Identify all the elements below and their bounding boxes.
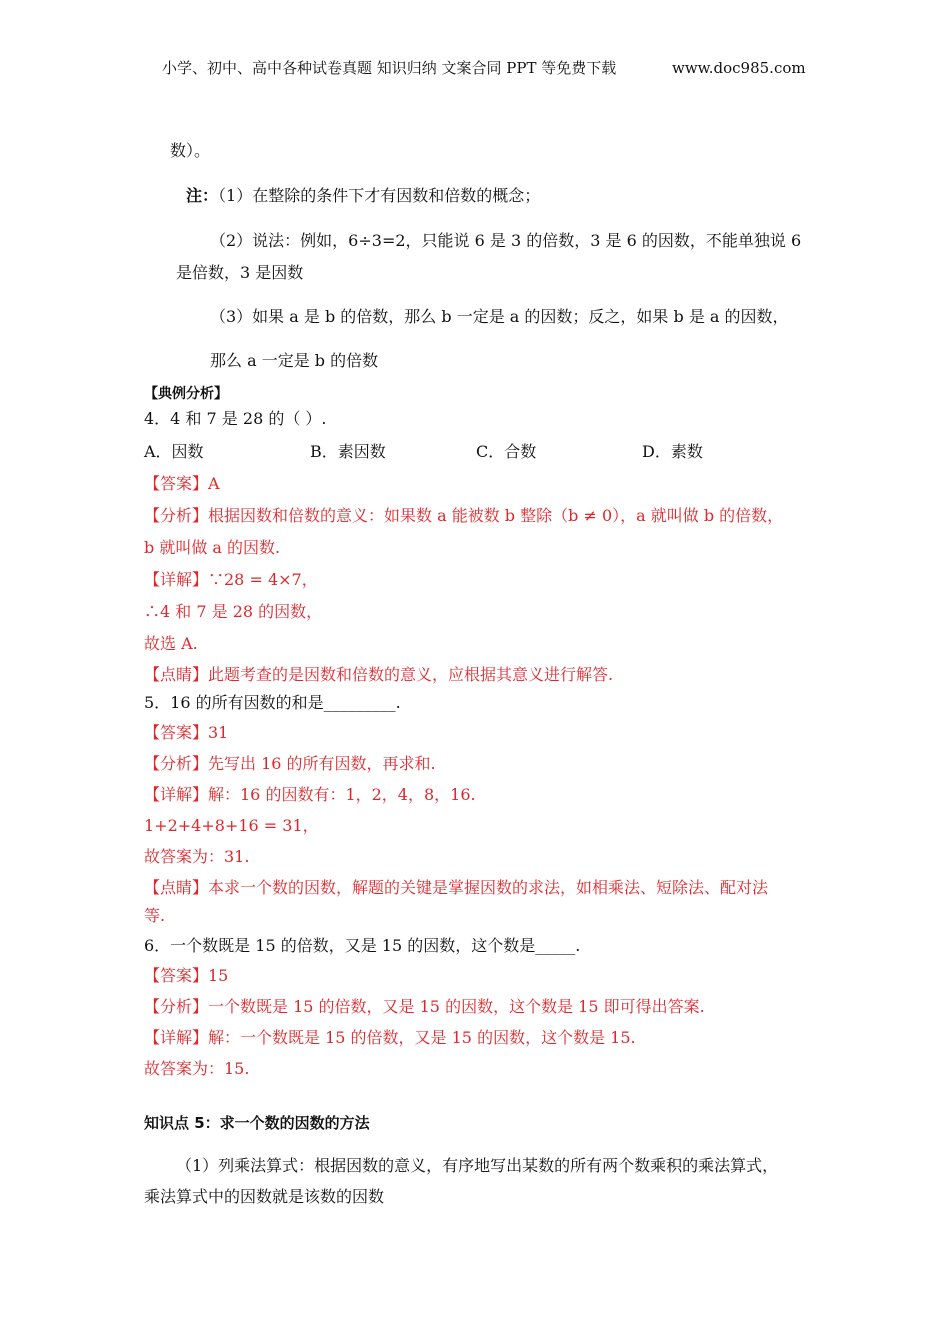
kp5-para-1b: 乘法算式中的因数就是该数的因数 <box>144 1187 385 1206</box>
q4-detail-2: ∴4 和 7 是 28 的因数， <box>144 602 323 621</box>
q5-detail-3: 故答案为：31. <box>144 847 250 866</box>
intro-tail: 数）。 <box>170 141 211 160</box>
kp5-title: 知识点 5：求一个数的因数的方法 <box>144 1114 370 1132</box>
note-1 <box>186 185 540 207</box>
q5-detail-2: 1+2+4+8+16 = 31， <box>144 816 319 835</box>
note-3b: 那么 a 一定是 b 的倍数 <box>210 351 379 370</box>
header-site-description: 小学、初中、高中各种试卷真题 知识归纳 文案合同 PPT 等免费下载 <box>162 59 617 77</box>
header-site-url[interactable]: www.doc985.com <box>672 59 806 77</box>
kp5-para-1a: （1）列乘法算式：根据因数的意义，有序地写出某数的所有两个数乘积的乘法算式， <box>176 1156 779 1175</box>
q4-answer: 【答案】A <box>144 474 220 493</box>
q4-option-d: D．素数 <box>642 442 703 461</box>
q5-analysis: 【分析】先写出 16 的所有因数，再求和. <box>144 754 436 773</box>
q4-option-a: A．因数 <box>144 442 204 461</box>
q6-detail-1: 【详解】解：一个数既是 15 的倍数，又是 15 的因数，这个数是 15. <box>144 1028 636 1047</box>
q5-comment-1: 【点睛】本求一个数的因数，解题的关键是掌握因数的求法，如相乘法、短除法、配对法 <box>144 878 769 897</box>
note-2b: 是倍数，3 是因数 <box>176 263 304 282</box>
q5-detail-1: 【详解】解：16 的因数有：1，2，4，8，16. <box>144 785 476 804</box>
note-1-text: （1）在整除的条件下才有因数和倍数的概念； <box>218 186 541 205</box>
q6-answer: 【答案】15 <box>144 966 229 985</box>
q6-analysis: 【分析】一个数既是 15 的倍数，又是 15 的因数，这个数是 15 即可得出答案. <box>144 997 705 1016</box>
q4-option-c: C．合数 <box>476 442 537 461</box>
q5-answer: 【答案】31 <box>144 723 229 742</box>
q4-comment: 【点睛】此题考查的是因数和倍数的意义，应根据其意义进行解答. <box>144 665 614 684</box>
section-title: 【典例分析】 <box>144 386 228 402</box>
q4-detail-1: 【详解】∵28 = 4×7， <box>144 570 318 589</box>
note-3a: （3）如果 a 是 b 的倍数，那么 b 一定是 a 的因数；反之，如果 b 是 a 的因数， <box>210 307 789 326</box>
q4-analysis-2: b 就叫做 a 的因数. <box>144 538 281 557</box>
q4-analysis-1: 【分析】根据因数和倍数的意义：如果数 a 能被数 b 整除（b ≠ 0），a 就叫做 b 的倍数， <box>144 506 784 525</box>
note-label: 注： <box>186 186 219 205</box>
note-2a: （2）说法：例如，6÷3=2，只能说 6 是 3 的倍数，3 是 6 的因数，不能单独说 6 <box>210 231 802 250</box>
q6-detail-2: 故答案为：15. <box>144 1059 250 1078</box>
q5-stem: 5．16 的所有因数的和是_________. <box>144 693 401 712</box>
q4-detail-3: 故选 A. <box>144 634 198 653</box>
q6-stem: 6．一个数既是 15 的倍数，又是 15 的因数，这个数是_____. <box>144 936 581 955</box>
q5-comment-2: 等. <box>144 906 166 925</box>
q4-option-b: B．素因数 <box>310 442 386 461</box>
q4-stem: 4．4 和 7 是 28 的（ ）. <box>144 409 327 428</box>
